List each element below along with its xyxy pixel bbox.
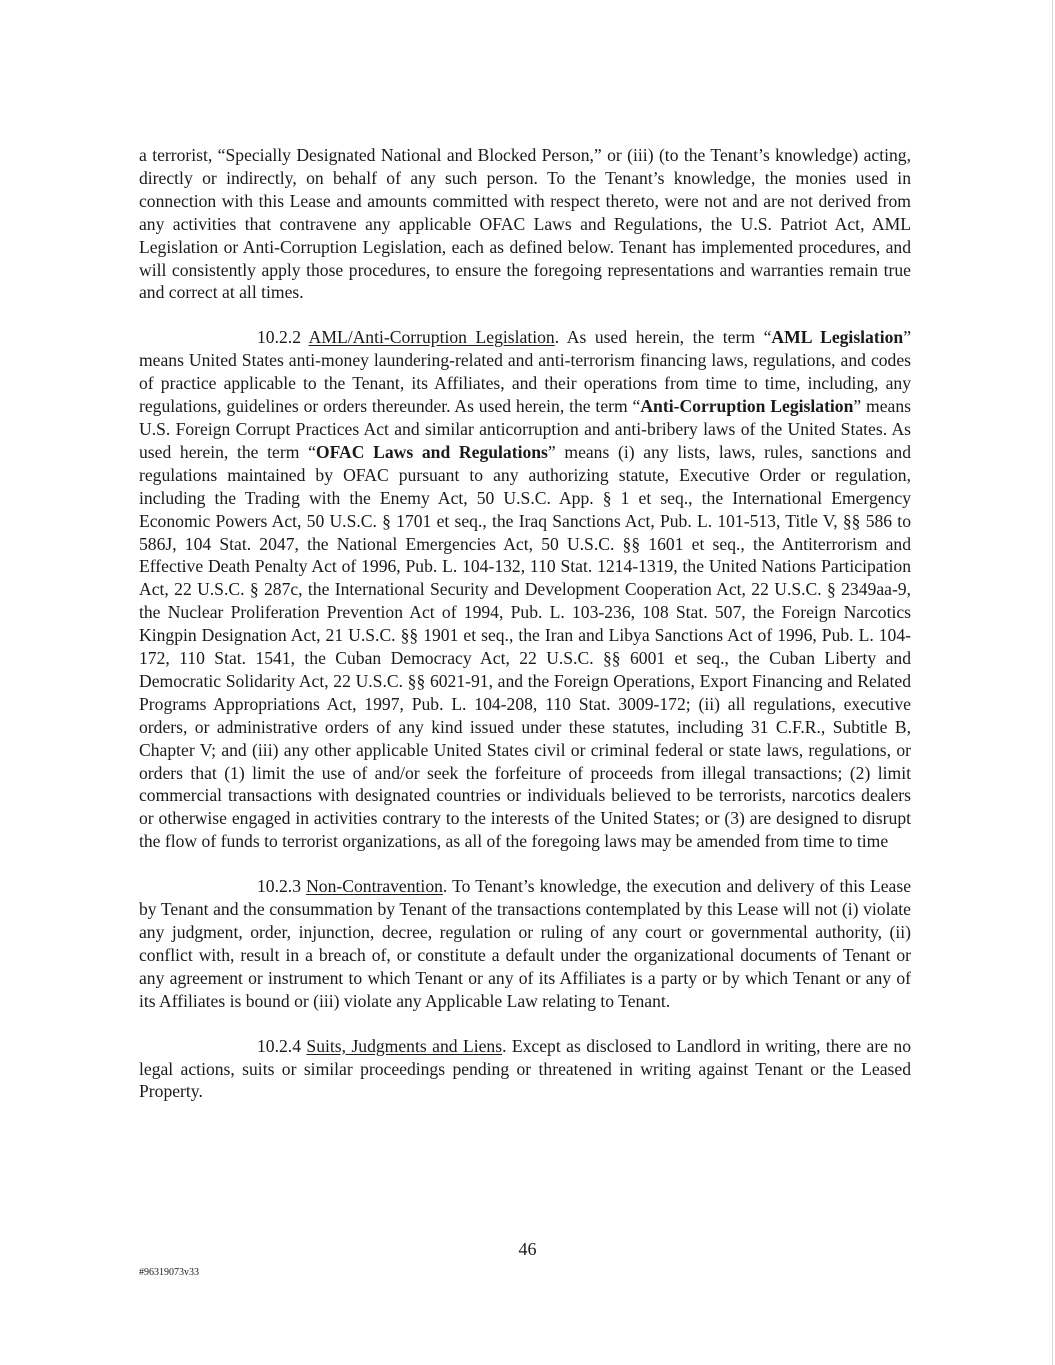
section-10-2-2-text-2: ” means United States anti-money laundering-related and anti-terrorism financing laws, regulations, and codes of practice applicable to the Tenant, its Affiliates, and their operations from time to time, including, any regulations, guidelines or orders thereunder. As used herein, the term “ [139,327,911,417]
section-10-2-4 [139,1035,911,1104]
section-10-2-2 [139,326,911,853]
section-10-2-2-text-3: ” means U.S. Foreign Corrupt Practices Act and similar anticorruption and anti-bribery laws of the United States. As used herein, the term “ [139,396,912,462]
section-10-2-3 [139,875,911,1012]
document-id: #96319073v33 [139,1267,199,1278]
paragraph-continuation [139,144,911,304]
section-10-2-4-text: Except as disclosed to Landlord in writing, there are no legal actions, suits or similar proceedings pending or threatened in writing against Tenant or the Leased Property. [139,1035,912,1102]
section-10-2-4-number: 10.2.4 [257,1035,301,1056]
paragraph-continuation-text: a terrorist, “Specially Designated National and Blocked Person,” or (iii) (to the Tenant’s knowledge) acting, directly or indirectly, on behalf of any such person. To the Tenant’s knowledge, the monies used in connection with this Lease and amounts committed with respect thereto, were not and are not derived from any activities that contravene any applicable OFAC Laws and Regulations, the U.S. Patriot Act, AML Legislation or Anti-Corruption Legislation, each as defined below. Tenant has implemented procedures, and will consistently apply those procedures, to ensure the foregoing representations and warranties remain true and correct at all times. [139,145,911,303]
body-text [139,144,911,1125]
section-10-2-3-number: 10.2.3 [257,876,301,897]
section-10-2-4-heading-end: . [502,1035,507,1056]
section-10-2-2-number: 10.2.2 [257,327,301,348]
page-edge-line [1052,0,1053,1365]
defined-term-ofac-laws: OFAC Laws and Regulations [315,441,548,462]
section-10-2-2-text-1: As used herein, the term “ [559,327,772,348]
section-10-2-3-text: To Tenant’s knowledge, the execution and delivery of this Lease by Tenant and the consummation by Tenant of the transactions contemplated by this Lease will not (i) violate any judgment, order, injunction, decree, regulation or ruling of any court or governmental authority, (ii) conflict with, result in a breach of, or constitute a default under the organizational documents of Tenant or any agreement or instrument to which Tenant or any of its Affiliates is a party or by which Tenant or any of its Affiliates is bound or (iii) violate any Applicable Law relating to Tenant. [139,876,911,1011]
defined-term-anti-corruption-legislation: Anti-Corruption Legislation [640,396,854,417]
section-10-2-2-heading: AML/Anti-Corruption Legislation [308,327,555,348]
section-10-2-3-heading: Non-Contravention [306,876,443,897]
section-10-2-3-heading-end: . [442,876,448,897]
defined-term-aml-legislation: AML Legislation [771,327,904,348]
page-number: 46 [518,1239,537,1259]
section-10-2-2-heading-end: . [554,327,560,348]
section-10-2-2-text-4: ” means (i) any lists, laws, rules, sanctions and regulations maintained by OFAC pursuant to any authorizing statute, Executive Order or regulation, including the Trading with the Enemy Act, 50 U.S.C. App. § 1 et seq., the International Emergency Economic Powers Act, 50 U.S.C. § 1701 et seq., the Iraq Sanctions Act, Pub. L. 101-513, Title V, §§ 586 to 586J, 104 Stat. 2047, the National Emergencies Act, 50 U.S.C. §§ 1601 et seq., the Antiterrorism and Effective Death Penalty Act of 1996, Pub. L. 104-132, 110 Stat. 1214-1319, the United Nations Participation Act, 22 U.S.C. § 287c, the International Security and Development Cooperation Act, 22 U.S.C. § 2349aa-9, the Nuclear Proliferation Prevention Act of 1994, Pub. L. 103-236, 108 Stat. 507, the Foreign Narcotics Kingpin Designation Act, 21 U.S.C. §§ 1901 et seq., the Iran and Libya Sanctions Act of 1996, Pub. L. 104-172, 110 Stat. 1541, the Cuban Democracy Act, 22 U.S.C. §§ 6001 et seq., the Cuban Liberty and Democratic Solidarity Act, 22 U.S.C. §§ 6021-91, and the Foreign Operations, Export Financing and Related Programs Appropriations Act, 1997, Pub. L. 104-208, 110 Stat. 3009-172; (ii) all regulations, executive orders, or administrative orders of any kind issued under these statutes, including 31 C.F.R., Subtitle B, Chapter V; and (iii) any other applicable United States civil or criminal federal or state laws, regulations, or orders that (1) limit the use of and/or seek the forfeiture of proceeds from illegal transactions; (2) limit commercial transactions with designated countries or individuals believed to be terrorists, narcotics dealers or otherwise engaged in activities contrary to the interests of the United States; or (3) are designed to disrupt the flow of funds to terrorist organizations, as all of the foregoing laws may be amended from time to time [139,441,912,852]
section-10-2-4-heading: Suits, Judgments and Liens [306,1035,503,1056]
